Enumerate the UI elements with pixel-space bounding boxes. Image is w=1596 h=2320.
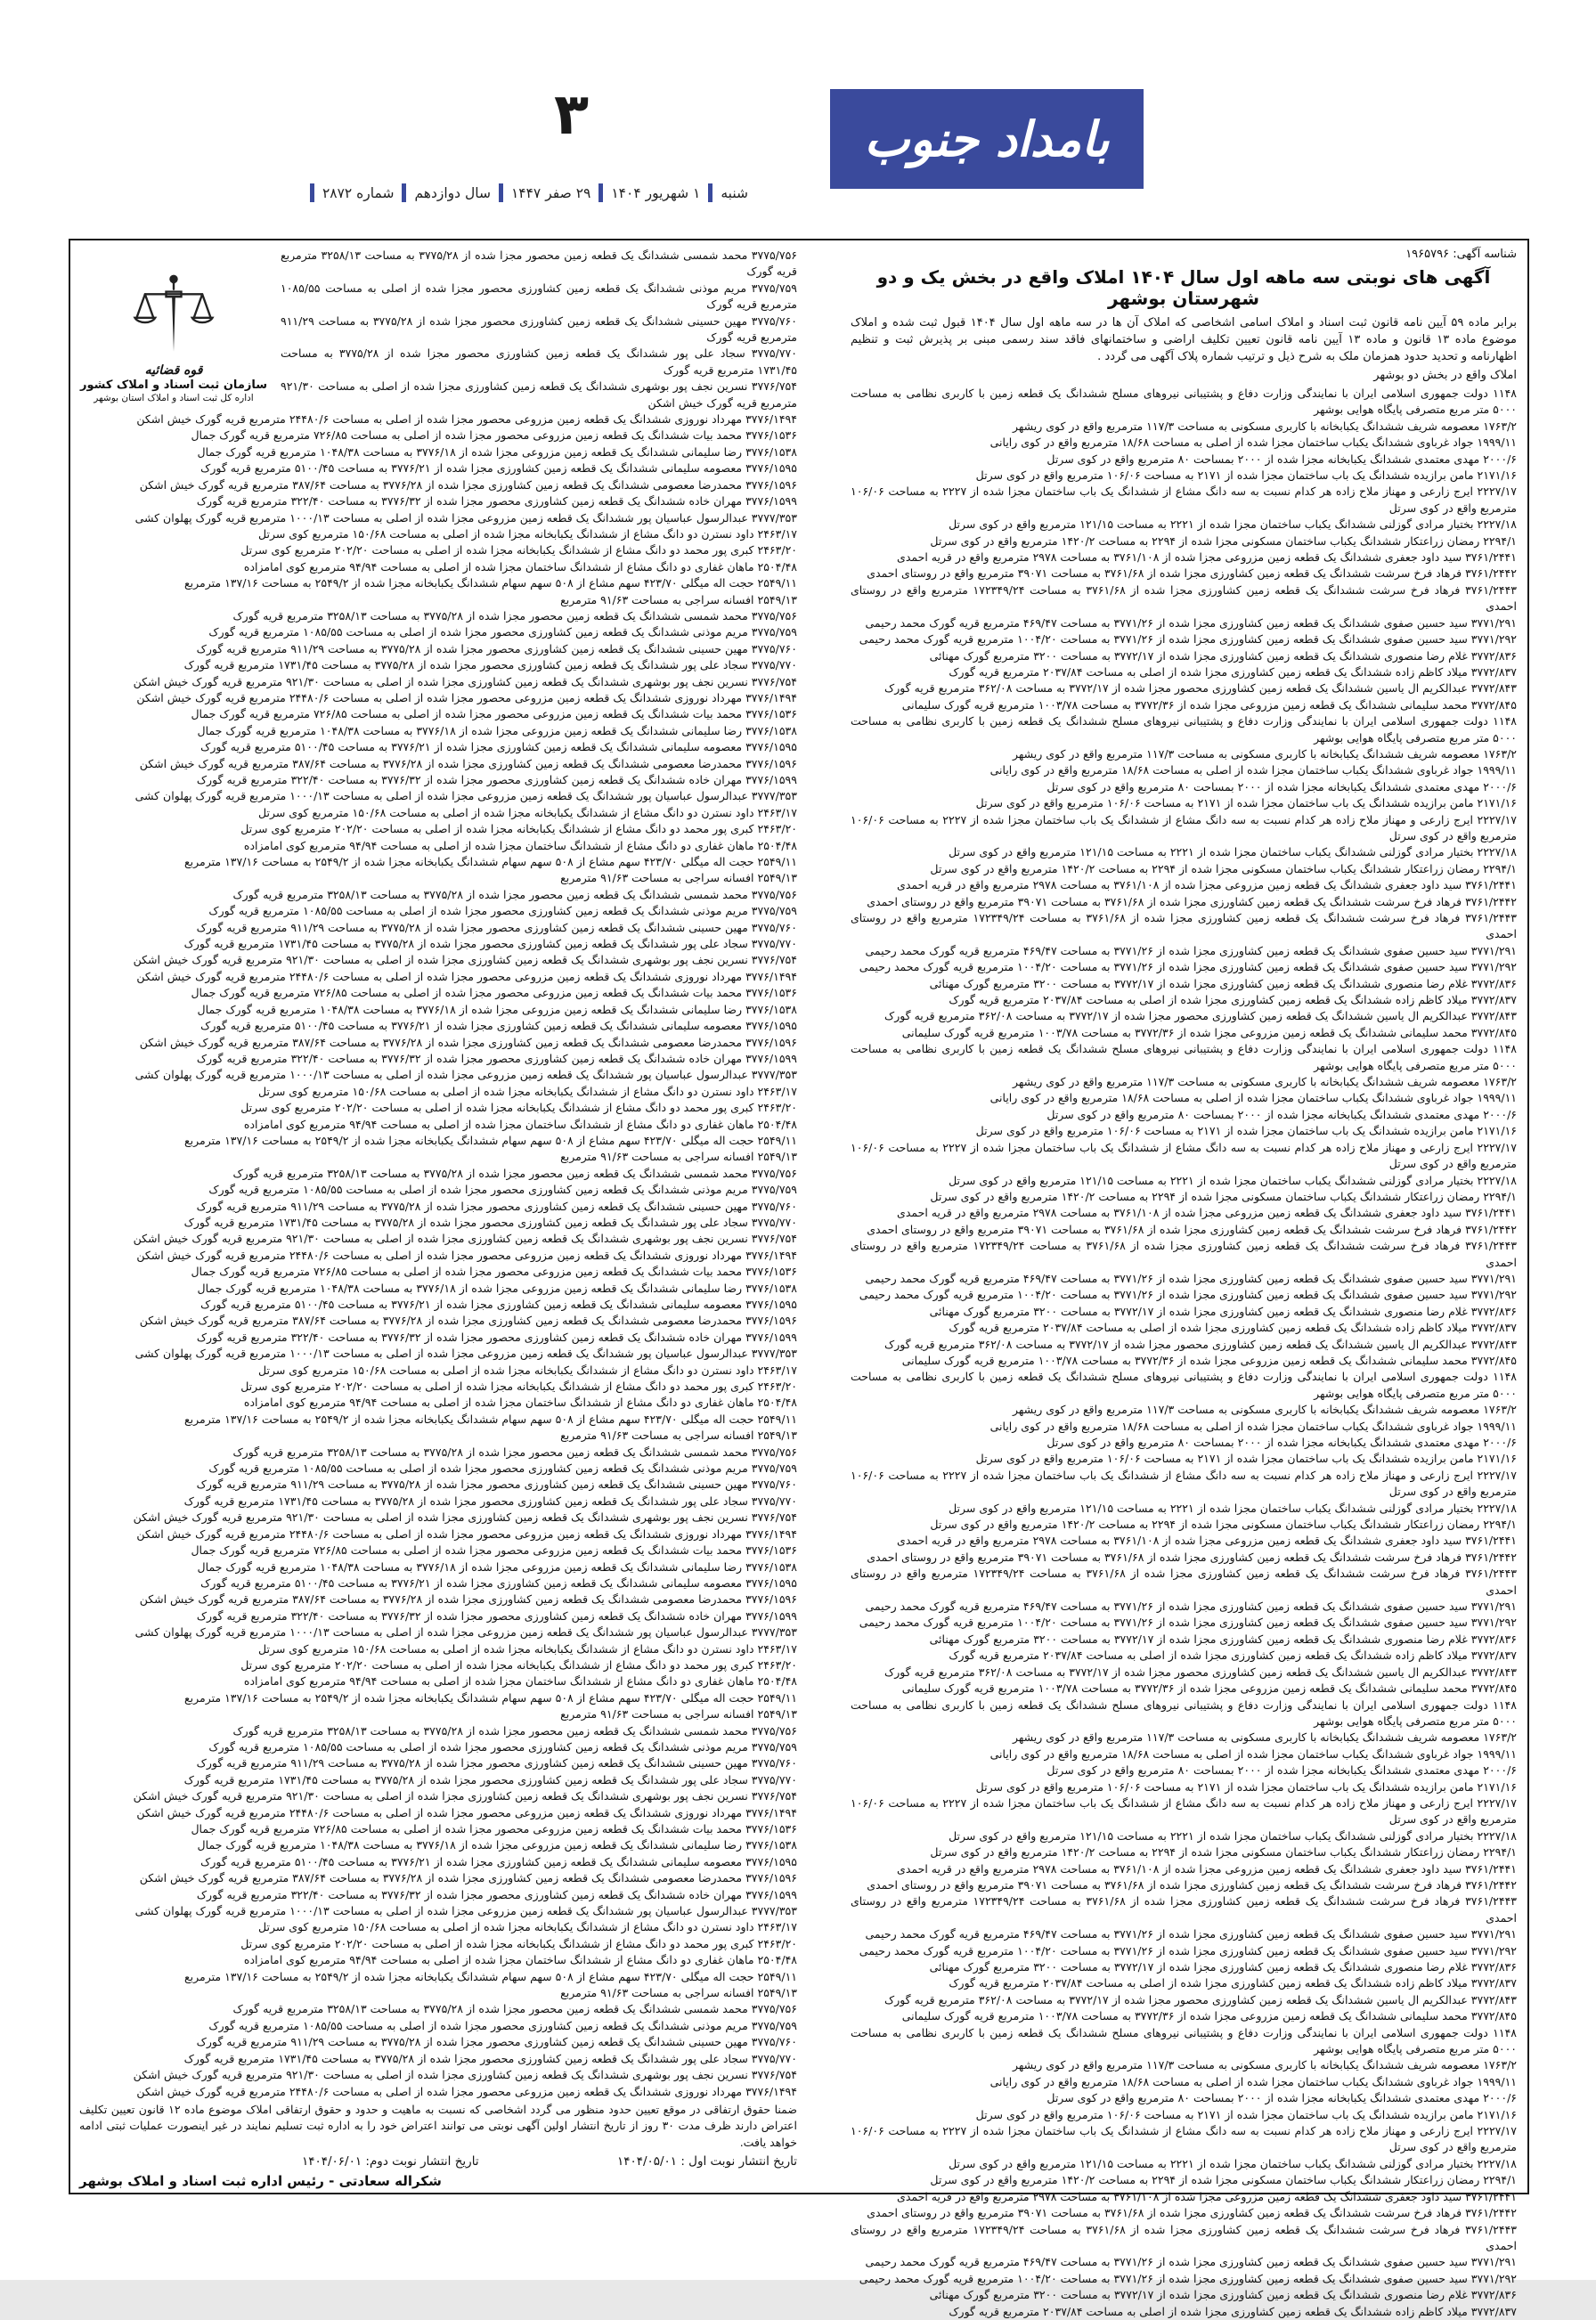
notice-entry: ۳۷۷۵/۷۷۰ سجاد علی پور ششدانگ یک قطعه زمین کشاورزی محصور مجزا شده از ۳۷۷۵/۲۸ به مساحت ۱۷۳۱/۴۵ مترمربع قریه گورک [183, 937, 797, 951]
notice-entry: ۳۷۷۶/۱۵۳۶ محمد بیات ششدانگ یک قطعه زمین مزروعی محصور مجزا شده از اصلی به مساحت ۷۲۶/۸۵ مترمربع قریه گورک جمال [191, 707, 797, 721]
notice-entry: ۳۷۶۱/۲۴۴۱ سید داود جعفری ششدانگ یک قطعه زمین مزروعی مجزا شده از ۳۷۶۱/۱۰۸ به مساحت ۲۹۷۸ مترمربع واقع در قریه احمدی [897, 878, 1517, 892]
notice-entry: ۳۷۷۶/۱۵۹۹ مهران خاده ششدانگ یک قطعه زمین کشاورزی محصور مجزا شده از ۳۷۷۶/۳۲ به مساحت ۳۲۲/۴۰ مترمربع قریه گورک [196, 1051, 797, 1065]
notice-entry: ۳۷۷۶/۱۵۹۹ مهران خاده ششدانگ یک قطعه زمین کشاورزی محصور مجزا شده از ۳۷۷۶/۳۲ به مساحت ۳۲۲/۴۰ مترمربع قریه گورک [196, 1887, 797, 1901]
notice-entry: ۳۷۷۵/۷۵۹ مریم موذنی ششدانگ یک قطعه زمین کشاورزی محصور مجزا شده از اصلی به مساحت ۱۰۸۵/۵۵ مترمربع قریه گورک [208, 625, 797, 639]
publication-year: سال دوازدهم [414, 184, 491, 201]
notice-entry: ۳۷۷۵/۷۵۶ محمد شمسی ششدانگ یک قطعه زمین محصور مجزا شده از ۳۷۷۵/۲۸ به مساحت ۳۲۵۸/۱۳ مترمربع قریه گورک [232, 1166, 797, 1180]
notice-entry: ۳۷۷۶/۱۵۹۶ محمدرضا معصومی ششدانگ یک قطعه زمین کشاورزی مجزا شده از ۳۷۷۶/۲۸ به مساحت ۳۸۷/۶۴ مترمربع قریه گورک خیش اشکن [139, 1314, 797, 1328]
notice-entry: ۲۵۴۹/۱۳ افسانه سراجی به مساحت ۹۱/۶۳ مترمربع [560, 871, 797, 885]
notice-entry: ۲۵۰۴/۴۸ ماهان غفاری دو دانگ مشاع از ششدانگ ساختمان مجزا شده از اصلی به مساحت ۹۴/۹۴ مترمربع کوی امامزاده [243, 1396, 797, 1410]
notice-entry: ۳۷۷۵/۷۷۰ سجاد علی پور ششدانگ یک قطعه زمین کشاورزی محصور مجزا شده از ۳۷۷۵/۲۸ به مساحت ۱۷۳۱/۴۵ مترمربع قریه گورک [183, 1494, 797, 1508]
notice-entry: ۳۷۶۱/۲۴۴۳ فرهاد فرخ سرشت ششدانگ یک قطعه زمین کشاورزی مجزا شده از ۳۷۶۱/۶۸ به مساحت ۱۷۲۳۴۹/۲۴ مترمربع واقع در روستای احمدی [851, 582, 1518, 614]
notice-entry: ۳۷۷۶/۱۴۹۴ مهرداد نوروزی ششدانگ یک قطعه زمین مزروعی محصور مجزا شده از اصلی به مساحت ۲۴۴۸۰/۶ مترمربع قریه گورک خیش اشکن [136, 412, 797, 427]
notice-entry: ۲۲۹۴/۱ رمضان زراعتکار ششدانگ یکباب ساختمان مسکونی مجزا شده از ۲۲۹۴ به مساحت ۱۴۲۰/۲ مترمربع واقع در کوی سرتل [930, 1845, 1517, 1860]
notice-entry: ۳۷۷۵/۷۷۰ سجاد علی پور ششدانگ یک قطعه زمین کشاورزی محصور مجزا شده از ۳۷۷۵/۲۸ به مساحت ۱۷۳۱/۴۵ مترمربع قریه گورک [183, 2051, 797, 2065]
notice-entry: ۳۷۷۵/۷۵۹ مریم موذنی ششدانگ یک قطعه زمین کشاورزی محصور مجزا شده از اصلی به مساحت ۱۰۸۵/۵۵ مترمربع قریه گورک [208, 2018, 797, 2032]
notice-entry: ۱۷۶۳/۲ معصومه شریف ششدانگ یکبابخانه با کاربری مسکونی به مساحت ۱۱۷/۳ مترمربع واقع در کوی ریشهر [1012, 1403, 1517, 1417]
notice-entry: ۳۷۷۱/۲۹۱ سید حسین صفوی ششدانگ یک قطعه زمین کشاورزی مجزا شده از ۳۷۷۱/۲۶ به مساحت ۴۶۹/۴۷ مترمربع قریه گورک محمد رحیمی [865, 2255, 1517, 2269]
notice-entry: ۲۲۹۴/۱ رمضان زراعتکار ششدانگ یکباب ساختمان مسکونی مجزا شده از ۲۲۹۴ به مساحت ۱۴۲۰/۲ مترمربع واقع در کوی سرتل [930, 2173, 1517, 2187]
notice-entry: ۳۷۷۶/۱۴۹۴ مهرداد نوروزی ششدانگ یک قطعه زمین مزروعی محصور مجزا شده از اصلی به مساحت ۲۴۴۸۰/۶ مترمربع قریه گورک خیش اشکن [136, 1248, 797, 1262]
notice-entry: ۳۷۷۵/۷۵۶ محمد شمسی ششدانگ یک قطعه زمین محصور مجزا شده از ۳۷۷۵/۲۸ به مساحت ۳۲۵۸/۱۳ مترمربع قریه گورک [232, 1723, 797, 1738]
notice-entry: ۱۱۴۸ دولت جمهوری اسلامی ایران با نمایندگی وزارت دفاع و پشتیبانی نیروهای مسلح ششدانگ یک قطعه زمین با کاربری نظامی به مساحت ۵۰۰۰ متر مربع متصرفی پایگاه هوایی بوشهر [851, 1697, 1517, 1728]
notice-entry: ۲۱۷۱/۱۶ مامن برازیده ششدانگ یک باب ساختمان مجزا شده از ۲۱۷۱ به مساحت ۱۰۶/۰۶ مترمربع واقع در کوی سرتل [975, 796, 1517, 810]
notice-entry: ۳۷۷۲/۸۴۵ محمد سلیمانی ششدانگ یک قطعه زمین مزروعی مجزا شده از ۳۷۷۲/۳۶ به مساحت ۱۰۰۳/۷۸ مترمربع قریه گورک سلیمانی [901, 697, 1517, 712]
registrar-signature: شکراله سعادتی - رئیس اداره ثبت اسناد و املاک بوشهر [79, 2173, 442, 2190]
notice-entry: ۳۷۷۶/۱۴۹۴ مهرداد نوروزی ششدانگ یک قطعه زمین مزروعی محصور مجزا شده از اصلی به مساحت ۲۴۴۸۰/۶ مترمربع قریه گورک خیش اشکن [136, 1526, 797, 1541]
closing-paragraph: ضمنا حقوق ارتفاقی در موقع تعیین حدود منظور می گردد اشخاصی که نسبت به ماهیت و حدود و حقوق ارتفاقی املاک موضوع ماده ۱۲ قانون تعیین تکلیف اعتراض دارند ظرف مدت ۳۰ روز از تاریخ انتشار اولین آگهی نوبتی می توانند اعتراض خود را به اداره ثبت تسلیم نمایند در غیر اینصورت عملیات ثبتی ادامه خواهد یافت. [79, 2102, 798, 2149]
notice-entry: ۱۱۴۸ دولت جمهوری اسلامی ایران با نمایندگی وزارت دفاع و پشتیبانی نیروهای مسلح ششدانگ یک قطعه زمین با کاربری نظامی به مساحت ۵۰۰۰ متر مربع متصرفی پایگاه هوایی بوشهر [851, 2025, 1517, 2056]
notice-entry: ۳۷۷۲/۸۳۷ میلاد کاظم زاده ششدانگ یک قطعه زمین کشاورزی مجزا شده از اصلی به مساحت ۲۰۳۷/۸۴ مترمربع قریه گورک [949, 664, 1517, 679]
notice-entry: ۲۵۰۴/۴۸ ماهان غفاری دو دانگ مشاع از ششدانگ ساختمان مجزا شده از اصلی به مساحت ۹۴/۹۴ مترمربع کوی امامزاده [243, 1674, 797, 1689]
notice-entry: ۲۴۶۳/۲۰ کبری پور محمد دو دانگ مشاع از ششدانگ یکبابخانه مجزا شده از اصلی به مساحت ۲۰۲/۲۰ مترمربع کوی سرتل [240, 822, 797, 836]
notice-entry: ۱۹۹۹/۱۱ جواد غرباوی ششدانگ یکباب ساختمان مجزا شده از اصلی به مساحت ۱۸/۶۸ مترمربع واقع در کوی رایانی [989, 436, 1517, 450]
notice-entry: ۳۷۷۶/۱۵۹۹ مهران خاده ششدانگ یک قطعه زمین کشاورزی محصور مجزا شده از ۳۷۷۶/۳۲ به مساحت ۳۲۲/۴۰ مترمربع قریه گورک [196, 494, 797, 509]
notice-entry: ۳۷۶۱/۲۴۴۲ فرهاد فرخ سرشت ششدانگ یک قطعه زمین کشاورزی مجزا شده از ۳۷۶۱/۶۸ به مساحت ۳۹۰۷۱ مترمربع واقع در روستای احمدی [867, 2206, 1517, 2220]
notice-entry: ۱۷۶۳/۲ معصومه شریف ششدانگ یکبابخانه با کاربری مسکونی به مساحت ۱۱۷/۳ مترمربع واقع در کوی ریشهر [1012, 746, 1517, 761]
notice-entry: ۱۱۴۸ دولت جمهوری اسلامی ایران با نمایندگی وزارت دفاع و پشتیبانی نیروهای مسلح ششدانگ یک قطعه زمین با کاربری نظامی به مساحت ۵۰۰۰ متر مربع متصرفی پایگاه هوایی بوشهر [851, 714, 1517, 745]
notice-entry: ۲۴۶۳/۲۰ کبری پور محمد دو دانگ مشاع از ششدانگ یکبابخانه مجزا شده از اصلی به مساحت ۲۰۲/۲۰ مترمربع کوی سرتل [240, 1657, 797, 1672]
notice-entry: ۲۵۰۴/۴۸ ماهان غفاری دو دانگ مشاع از ششدانگ ساختمان مجزا شده از اصلی به مساحت ۹۴/۹۴ مترمربع کوی امامزاده [243, 838, 797, 852]
emblem-office-name: اداره کل ثبت اسناد و املاک استان بوشهر [94, 393, 254, 403]
notice-entry: ۳۷۶۱/۲۴۴۱ سید داود جعفری ششدانگ یک قطعه زمین مزروعی مجزا شده از ۳۷۶۱/۱۰۸ به مساحت ۲۹۷۸ مترمربع واقع در قریه احمدی [897, 550, 1517, 565]
notice-entry: ۲۵۴۹/۱۱ حجت اله میگلی ۴۲۳/۷۰ سهم مشاع از ۵۰۸ سهم سهام ششدانگ یکبابخانه مجزا شده از ۲۵۴۹/۲ به مساحت ۱۳۷/۱۶ مترمربع [184, 576, 797, 590]
notice-entry: ۳۷۷۲/۸۳۶ غلام رضا منصوری ششدانگ یک قطعه زمین کشاورزی مجزا شده از ۳۷۷۲/۱۷ به مساحت ۳۲۰۰ مترمربع گورک مهنائی [929, 976, 1517, 990]
notice-entry: ۳۷۷۶/۱۵۹۵ معصومه سلیمانی ششدانگ یک قطعه زمین کشاورزی مجزا شده از ۳۷۷۶/۲۱ به مساحت ۵۱۰۰/۴۵ مترمربع قریه گورک [200, 1575, 797, 1590]
notice-entry: ۳۷۷۶/۱۴۹۴ مهرداد نوروزی ششدانگ یک قطعه زمین مزروعی محصور مجزا شده از اصلی به مساحت ۲۴۴۸۰/۶ مترمربع قریه گورک خیش اشکن [136, 1805, 797, 1819]
notice-entry: ۲۴۶۳/۲۰ کبری پور محمد دو دانگ مشاع از ششدانگ یکبابخانه مجزا شده از اصلی به مساحت ۲۰۲/۲۰ مترمربع کوی سرتل [240, 1380, 797, 1394]
notice-entry: ۳۷۷۵/۷۵۶ محمد شمسی ششدانگ یک قطعه زمین محصور مجزا شده از ۳۷۷۵/۲۸ به مساحت ۳۲۵۸/۱۳ مترمربع قریه گورک [232, 1445, 797, 1459]
notice-entry: ۲۰۰۰/۶ مهدی معتمدی ششدانگ یکبابخانه مجزا شده از ۲۰۰۰ بمساحت ۸۰ مترمربع واقع در کوی سرتل [1046, 1763, 1517, 1778]
notice-entry: ۲۲۹۴/۱ رمضان زراعتکار ششدانگ یکباب ساختمان مسکونی مجزا شده از ۲۲۹۴ به مساحت ۱۴۲۰/۲ مترمربع واقع در کوی سرتل [930, 1189, 1517, 1203]
notice-entry: ۲۱۷۱/۱۶ مامن برازیده ششدانگ یک باب ساختمان مجزا شده از ۲۱۷۱ به مساحت ۱۰۶/۰۶ مترمربع واقع در کوی سرتل [975, 468, 1517, 483]
notice-entry: ۳۷۷۶/۱۵۹۹ مهران خاده ششدانگ یک قطعه زمین کشاورزی محصور مجزا شده از ۳۷۷۶/۳۲ به مساحت ۳۲۲/۴۰ مترمربع قریه گورک [196, 773, 797, 786]
notice-entry: ۳۷۷۲/۸۳۷ میلاد کاظم زاده ششدانگ یک قطعه زمین کشاورزی مجزا شده از اصلی به مساحت ۲۰۳۷/۸۴ مترمربع قریه گورک [949, 1976, 1517, 1990]
notice-entry: ۳۷۷۶/۱۵۳۶ محمد بیات ششدانگ یک قطعه زمین مزروعی محصور مجزا شده از اصلی به مساحت ۷۲۶/۸۵ مترمربع قریه گورک جمال [191, 1822, 797, 1836]
first-publication-date: تاریخ انتشار نوبت اول : ۱۴۰۴/۰۵/۰۱ [616, 2154, 797, 2169]
notice-entry: ۳۷۷۱/۲۹۲ سید حسین صفوی ششدانگ یک قطعه زمین کشاورزی مجزا شده از ۳۷۷۱/۲۶ به مساحت ۱۰۰۴/۲۰ مترمربع قریه گورک محمد رحیمی [859, 960, 1517, 974]
notice-entry: ۳۷۷۵/۷۵۶ محمد شمسی ششدانگ یک قطعه زمین محصور مجزا شده از ۳۷۷۵/۲۸ به مساحت ۳۲۵۸/۱۳ مترمربع قریه گورک [281, 248, 798, 279]
scales-of-justice-icon [131, 269, 216, 362]
notice-entry: ۲۵۰۴/۴۸ ماهان غفاری دو دانگ مشاع از ششدانگ ساختمان مجزا شده از اصلی به مساحت ۹۴/۹۴ مترمربع کوی امامزاده [243, 1953, 797, 1967]
notice-entry: ۱۷۶۳/۲ معصومه شریف ششدانگ یکبابخانه با کاربری مسکونی به مساحت ۱۱۷/۳ مترمربع واقع در کوی ریشهر [1012, 419, 1517, 433]
lunar-date: ۲۹ صفر ۱۴۴۷ [510, 184, 591, 201]
notice-entry: ۳۷۷۲/۸۴۵ محمد سلیمانی ششدانگ یک قطعه زمین مزروعی مجزا شده از ۳۷۷۲/۳۶ به مساحت ۱۰۰۳/۷۸ مترمربع قریه گورک سلیمانی [901, 1353, 1517, 1367]
notice-entry: ۳۷۷۶/۷۵۴ نسرین نجف پور بوشهری ششدانگ یک قطعه زمین کشاورزی مجزا شده از اصلی به مساحت ۹۲۱/۳۰ مترمربع قریه گورک خیش اشکن [133, 2068, 797, 2082]
notice-entry: ۳۷۷۷/۳۵۳ عبدالرسول عباسیان پور ششدانگ یک قطعه زمین مزروعی مجزا شده از اصلی به مساحت ۱۰۰۰/۱۳ مترمربع قریه گورک پهلوان کشی [134, 1625, 797, 1640]
notice-entry: ۳۷۷۲/۸۳۶ غلام رضا منصوری ششدانگ یک قطعه زمین کشاورزی مجزا شده از ۳۷۷۲/۱۷ به مساحت ۳۲۰۰ مترمربع گورک مهنائی [929, 1632, 1517, 1646]
notice-entry: ۳۷۷۶/۱۴۹۴ مهرداد نوروزی ششدانگ یک قطعه زمین مزروعی محصور مجزا شده از اصلی به مساحت ۲۴۴۸۰/۶ مترمربع قریه گورک خیش اشکن [136, 2084, 797, 2098]
notice-entry: ۳۷۷۵/۷۶۰ مهین حسینی ششدانگ یک قطعه زمین کشاورزی محصور مجزا شده از ۳۷۷۵/۲۸ به مساحت ۹۱۱/۲۹ مترمربع قریه گورک [196, 1477, 797, 1492]
notice-entry: ۳۷۶۱/۲۴۴۳ فرهاد فرخ سرشت ششدانگ یک قطعه زمین کشاورزی مجزا شده از ۳۷۶۱/۶۸ به مساحت ۱۷۲۳۴۹/۲۴ مترمربع واقع در روستای احمدی [851, 1567, 1518, 1597]
notice-entry: ۳۷۷۲/۸۴۵ محمد سلیمانی ششدانگ یک قطعه زمین مزروعی مجزا شده از ۳۷۷۲/۳۶ به مساحت ۱۰۰۳/۷۸ مترمربع قریه گورک سلیمانی [901, 2009, 1517, 2023]
notice-entry: ۲۱۷۱/۱۶ مامن برازیده ششدانگ یک باب ساختمان مجزا شده از ۲۱۷۱ به مساحت ۱۰۶/۰۶ مترمربع واقع در کوی سرتل [975, 1124, 1517, 1138]
notice-entry: ۳۷۷۶/۷۵۴ نسرین نجف پور بوشهری ششدانگ یک قطعه زمین کشاورزی مجزا شده از اصلی به مساحت ۹۲۱/۳۰ مترمربع قریه گورک خیش اشکن [133, 1510, 797, 1525]
second-publication-date: تاریخ انتشار نوبت دوم: ۱۴۰۴/۰۶/۰۱ [302, 2154, 479, 2169]
notice-entry: ۳۷۷۶/۱۵۹۶ محمدرضا معصومی ششدانگ یک قطعه زمین کشاورزی مجزا شده از ۳۷۷۶/۲۸ به مساحت ۳۸۷/۶۴ مترمربع قریه گورک خیش اشکن [139, 756, 797, 770]
notice-entry: ۳۷۷۲/۸۳۶ غلام رضا منصوری ششدانگ یک قطعه زمین کشاورزی مجزا شده از ۳۷۷۲/۱۷ به مساحت ۳۲۰۰ مترمربع گورک مهنائی [929, 648, 1517, 663]
notice-entry: ۳۷۶۱/۲۴۴۳ فرهاد فرخ سرشت ششدانگ یک قطعه زمین کشاورزی مجزا شده از ۳۷۶۱/۶۸ به مساحت ۱۷۲۳۴۹/۲۴ مترمربع واقع در روستای احمدی [851, 1239, 1518, 1269]
notice-entry: ۳۷۷۶/۷۵۴ نسرین نجف پور بوشهری ششدانگ یک قطعه زمین کشاورزی مجزا شده از اصلی به مساحت ۹۲۱/۳۰ مترمربع قریه گورک خیش اشکن [133, 953, 797, 967]
notice-entry: ۱۱۴۸ دولت جمهوری اسلامی ایران با نمایندگی وزارت دفاع و پشتیبانی نیروهای مسلح ششدانگ یک قطعه زمین با کاربری نظامی به مساحت ۵۰۰۰ متر مربع متصرفی پایگاه هوایی بوشهر [851, 1370, 1517, 1400]
notice-entry: ۳۷۶۱/۲۴۴۲ فرهاد فرخ سرشت ششدانگ یک قطعه زمین کشاورزی مجزا شده از ۳۷۶۱/۶۸ به مساحت ۳۹۰۷۱ مترمربع واقع در روستای احمدی [867, 894, 1517, 908]
notice-entry: ۳۷۷۲/۸۳۷ میلاد کاظم زاده ششدانگ یک قطعه زمین کشاورزی مجزا شده از اصلی به مساحت ۲۰۳۷/۸۴ مترمربع قریه گورک [949, 2304, 1517, 2318]
notice-entry: ۳۷۷۲/۸۳۷ میلاد کاظم زاده ششدانگ یک قطعه زمین کشاورزی مجزا شده از اصلی به مساحت ۲۰۳۷/۸۴ مترمربع قریه گورک [949, 1321, 1517, 1335]
notice-entry: ۳۷۷۵/۷۵۹ مریم موذنی ششدانگ یک قطعه زمین کشاورزی محصور مجزا شده از اصلی به مساحت ۱۰۸۵/۵۵ مترمربع قریه گورک [208, 904, 797, 918]
notice-entry: ۳۷۷۵/۷۷۰ سجاد علی پور ششدانگ یک قطعه زمین کشاورزی محصور مجزا شده از ۳۷۷۵/۲۸ به مساحت ۱۷۳۱/۴۵ مترمربع قریه گورک [183, 1215, 797, 1229]
notice-entry: ۳۷۷۶/۷۵۴ نسرین نجف پور بوشهری ششدانگ یک قطعه زمین کشاورزی مجزا شده از اصلی به مساحت ۹۲۱/۳۰ مترمربع قریه گورک خیش اشکن [133, 1789, 797, 1803]
notice-entry: ۳۷۶۱/۲۴۴۳ فرهاد فرخ سرشت ششدانگ یک قطعه زمین کشاورزی مجزا شده از ۳۷۶۱/۶۸ به مساحت ۱۷۲۳۴۹/۲۴ مترمربع واقع در روستای احمدی [851, 911, 1518, 941]
notice-entry: ۳۷۷۶/۱۵۹۹ مهران خاده ششدانگ یک قطعه زمین کشاورزی محصور مجزا شده از ۳۷۷۶/۳۲ به مساحت ۳۲۲/۴۰ مترمربع قریه گورک [196, 1330, 797, 1344]
notice-entry: ۲۵۴۹/۱۱ حجت اله میگلی ۴۲۳/۷۰ سهم مشاع از ۵۰۸ سهم سهام ششدانگ یکبابخانه مجزا شده از ۲۵۴۹/۲ به مساحت ۱۳۷/۱۶ مترمربع [184, 1412, 797, 1426]
notice-entry: ۳۷۷۲/۸۴۵ محمد سلیمانی ششدانگ یک قطعه زمین مزروعی مجزا شده از ۳۷۷۲/۳۶ به مساحت ۱۰۰۳/۷۸ مترمربع قریه گورک سلیمانی [901, 1681, 1517, 1696]
notice-entry: ۲۵۴۹/۱۳ افسانه سراجی به مساحت ۹۱/۶۳ مترمربع [560, 592, 797, 606]
notice-entry: ۱۹۹۹/۱۱ جواد غرباوی ششدانگ یکباب ساختمان مجزا شده از اصلی به مساحت ۱۸/۶۸ مترمربع واقع در کوی رایانی [989, 1746, 1517, 1761]
notice-entry: ۳۷۷۷/۳۵۳ عبدالرسول عباسیان پور ششدانگ یک قطعه زمین مزروعی مجزا شده از اصلی به مساحت ۱۰۰۰/۱۳ مترمربع قریه گورک پهلوان کشی [134, 1068, 797, 1082]
notice-entry: ۲۰۰۰/۶ مهدی معتمدی ششدانگ یکبابخانه مجزا شده از ۲۰۰۰ بمساحت ۸۰ مترمربع واقع در کوی سرتل [1046, 1436, 1517, 1449]
notice-entry: ۲۲۲۷/۱۷ ایرج زارعی و مهناز ملاح زاده هر کدام نسبت به سه دانگ مشاع از ششدانگ یک باب ساختمان مجزا شده از ۲۲۲۷ به مساحت ۱۰۶/۰۶ مترمربع واقع در کوی سرتل [851, 2124, 1518, 2154]
notice-entry: ۳۷۷۶/۱۵۳۸ رضا سلیمانی ششدانگ یک قطعه زمین مزروعی مجزا شده از ۳۷۷۶/۱۸ به مساحت ۱۰۴۸/۳۸ مترمربع قریه گورک جمال [197, 1559, 797, 1574]
notice-intro: برابر ماده ۵۹ آیین نامه قانون ثبت اسناد و املاک اسامی اشخاصی که املاک آن ها در سه ماهه اول سال ۱۴۰۴ قبول ثبت شده و املاک موضوع ماده ۱۳ قانون و ماده ۱۳ آیین نامه قانون تعیین تکلیف اراضی و ساختمانهای فاقد سند رسمی مبنی بر پذیرش ثبت و تنظیم اظهارنامه و تحدید حدود همزمان ملک به شرح ذیل و ترتیب شماره پلاک آگهی می گردد . [851, 316, 1518, 363]
newspaper-masthead [830, 89, 1144, 189]
notice-entry: ۳۷۷۲/۸۴۳ عبدالکریم ال یاسین ششدانگ یک قطعه زمین کشاورزی محصور مجزا شده از ۳۷۷۲/۱۷ به مساحت ۳۶۲/۰۸ مترمربع قریه گورک [884, 681, 1517, 696]
notice-entry: ۲۴۶۳/۱۷ داود نسترن دو دانگ مشاع از ششدانگ یکبابخانه مجزا شده از اصلی به مساحت ۱۵۰/۶۸ مترمربع کوی سرتل [258, 1641, 797, 1656]
notice-entry: ۳۷۷۵/۷۷۰ سجاد علی پور ششدانگ یک قطعه زمین کشاورزی محصور مجزا شده از ۳۷۷۵/۲۸ به مساحت ۱۷۳۱/۴۵ مترمربع قریه گورک [183, 1772, 797, 1787]
notice-entry: ۳۷۶۱/۲۴۴۲ فرهاد فرخ سرشت ششدانگ یک قطعه زمین کشاورزی مجزا شده از ۳۷۶۱/۶۸ به مساحت ۳۹۰۷۱ مترمربع واقع در روستای احمدی [867, 1550, 1517, 1564]
notice-entry: ۳۷۷۶/۷۵۴ نسرین نجف پور بوشهری ششدانگ یک قطعه زمین کشاورزی مجزا شده از اصلی به مساحت ۹۲۱/۳۰ مترمربع قریه گورک خیش اشکن [133, 1232, 797, 1246]
notice-entry: ۲۲۲۷/۱۸ بختیار مرادی گوزلنی ششدانگ یکباب ساختمان مجزا شده از ۲۲۲۱ به مساحت ۱۲۱/۱۵ مترمربع واقع در کوی سرتل [949, 2156, 1517, 2170]
notice-entry: ۱۱۴۸ دولت جمهوری اسلامی ایران با نمایندگی وزارت دفاع و پشتیبانی نیروهای مسلح ششدانگ یک قطعه زمین با کاربری نظامی به مساحت ۵۰۰۰ متر مربع متصرفی پایگاه هوایی بوشهر [851, 387, 1517, 417]
notice-entry: ۳۷۷۱/۲۹۲ سید حسین صفوی ششدانگ یک قطعه زمین کشاورزی مجزا شده از ۳۷۷۱/۲۶ به مساحت ۱۰۰۴/۲۰ مترمربع قریه گورک محمد رحیمی [859, 1943, 1517, 1958]
notice-entry: ۲۴۶۳/۱۷ داود نسترن دو دانگ مشاع از ششدانگ یکبابخانه مجزا شده از اصلی به مساحت ۱۵۰/۶۸ مترمربع کوی سرتل [258, 1920, 797, 1934]
notice-entry: ۲۲۹۴/۱ رمضان زراعتکار ششدانگ یکباب ساختمان مسکونی مجزا شده از ۲۲۹۴ به مساحت ۱۴۲۰/۲ مترمربع واقع در کوی سرتل [930, 1518, 1517, 1532]
notice-entry: ۳۷۷۶/۱۵۹۵ معصومه سلیمانی ششدانگ یک قطعه زمین کشاورزی مجزا شده از ۳۷۷۶/۲۱ به مساحت ۵۱۰۰/۴۵ مترمربع قریه گورک [200, 1019, 797, 1033]
notice-entry: ۲۲۹۴/۱ رمضان زراعتکار ششدانگ یکباب ساختمان مسکونی مجزا شده از ۲۲۹۴ به مساحت ۱۴۲۰/۲ مترمربع واقع در کوی سرتل [930, 861, 1517, 875]
notice-entry: ۳۷۷۵/۷۵۹ مریم موذنی ششدانگ یک قطعه زمین کشاورزی محصور مجزا شده از اصلی به مساحت ۱۰۸۵/۵۵ مترمربع قریه گورک [208, 1183, 797, 1197]
notice-entry: ۱۹۹۹/۱۱ جواد غرباوی ششدانگ یکباب ساختمان مجزا شده از اصلی به مساحت ۱۸/۶۸ مترمربع واقع در کوی رایانی [989, 1419, 1517, 1433]
publication-dates [79, 2154, 797, 2169]
notice-entry: ۳۷۷۷/۳۵۳ عبدالرسول عباسیان پور ششدانگ یک قطعه زمین مزروعی مجزا شده از اصلی به مساحت ۱۰۰۰/۱۳ مترمربع قریه گورک پهلوان کشی [134, 1904, 797, 1918]
notice-entry: ۳۷۷۵/۷۵۹ مریم موذنی ششدانگ یک قطعه زمین کشاورزی محصور مجزا شده از اصلی به مساحت ۱۰۸۵/۵۵ مترمربع قریه گورک [208, 1461, 797, 1476]
notice-entry: ۳۷۷۵/۷۶۰ مهین حسینی ششدانگ یک قطعه زمین کشاورزی محصور مجزا شده از ۳۷۷۵/۲۸ به مساحت ۹۱۱/۲۹ مترمربع قریه گورک [196, 1199, 797, 1213]
notice-title: آگهی های نوبتی سه ماهه اول سال ۱۴۰۴ املاک واقع در بخش یک و دو شهرستان بوشهر [876, 266, 1491, 309]
notice-entry: ۲۰۰۰/۶ مهدی معتمدی ششدانگ یکبابخانه مجزا شده از ۲۰۰۰ بمساحت ۸۰ مترمربع واقع در کوی سرتل [1046, 452, 1517, 466]
separator-bar [310, 183, 314, 202]
notice-entry: ۲۴۶۳/۱۷ داود نسترن دو دانگ مشاع از ششدانگ یکبابخانه مجزا شده از اصلی به مساحت ۱۵۰/۶۸ مترمربع کوی سرتل [258, 805, 797, 819]
notice-entry: ۳۷۷۵/۷۷۰ سجاد علی پور ششدانگ یک قطعه زمین کشاورزی محصور مجزا شده از ۳۷۷۵/۲۸ به مساحت ۱۷۳۱/۴۵ مترمربع قریه گورک [183, 658, 797, 672]
notice-entry: ۳۷۷۶/۱۵۹۶ محمدرضا معصومی ششدانگ یک قطعه زمین کشاورزی مجزا شده از ۳۷۷۶/۲۸ به مساحت ۳۸۷/۶۴ مترمربع قریه گورک خیش اشکن [139, 477, 797, 492]
notice-entry: ۲۱۷۱/۱۶ مامن برازیده ششدانگ یک باب ساختمان مجزا شده از ۲۱۷۱ به مساحت ۱۰۶/۰۶ مترمربع واقع در کوی سرتل [975, 1452, 1517, 1466]
notice-entry: ۲۰۰۰/۶ مهدی معتمدی ششدانگ یکبابخانه مجزا شده از ۲۰۰۰ بمساحت ۸۰ مترمربع واقع در کوی سرتل [1046, 1107, 1517, 1121]
section-label: املاک واقع در بخش دو بوشهر [1373, 369, 1517, 382]
notice-entry: ۳۷۷۶/۱۵۹۵ معصومه سلیمانی ششدانگ یک قطعه زمین کشاورزی مجزا شده از ۳۷۷۶/۲۱ به مساحت ۵۱۰۰/۴۵ مترمربع قریه گورک [200, 1854, 797, 1868]
notice-entry: ۳۷۷۲/۸۳۷ میلاد کاظم زاده ششدانگ یک قطعه زمین کشاورزی مجزا شده از اصلی به مساحت ۲۰۳۷/۸۴ مترمربع قریه گورک [949, 1648, 1517, 1663]
notice-entry: ۲۲۲۷/۱۸ بختیار مرادی گوزلنی ششدانگ یکباب ساختمان مجزا شده از ۲۲۲۱ به مساحت ۱۲۱/۱۵ مترمربع واقع در کوی سرتل [949, 1173, 1517, 1187]
notice-entry: ۳۷۷۶/۱۵۳۸ رضا سلیمانی ششدانگ یک قطعه زمین مزروعی مجزا شده از ۳۷۷۶/۱۸ به مساحت ۱۰۴۸/۳۸ مترمربع قریه گورک جمال [197, 723, 797, 737]
solar-date: ۱ شهریور ۱۴۰۴ [611, 184, 701, 201]
notice-entry: ۲۲۲۷/۱۷ ایرج زارعی و مهناز ملاح زاده هر کدام نسبت به سه دانگ مشاع از ششدانگ یک باب ساختمان مجزا شده از ۲۲۲۷ به مساحت ۱۰۶/۰۶ مترمربع واقع در کوی سرتل [851, 1140, 1518, 1171]
notice-entry: ۳۷۷۱/۲۹۲ سید حسین صفوی ششدانگ یک قطعه زمین کشاورزی مجزا شده از ۳۷۷۱/۲۶ به مساحت ۱۰۰۴/۲۰ مترمربع قریه گورک محمد رحیمی [859, 2271, 1517, 2285]
notice-entry: ۳۷۷۶/۱۵۹۶ محمدرضا معصومی ششدانگ یک قطعه زمین کشاورزی مجزا شده از ۳۷۷۶/۲۸ به مساحت ۳۸۷/۶۴ مترمربع قریه گورک خیش اشکن [139, 1871, 797, 1885]
notice-entry: ۲۱۷۱/۱۶ مامن برازیده ششدانگ یک باب ساختمان مجزا شده از ۲۱۷۱ به مساحت ۱۰۶/۰۶ مترمربع واقع در کوی سرتل [975, 2107, 1517, 2121]
column-left [79, 248, 798, 2190]
notice-entry: ۳۷۷۶/۱۵۳۶ محمد بیات ششدانگ یک قطعه زمین مزروعی محصور مجزا شده از اصلی به مساحت ۷۲۶/۸۵ مترمربع قریه گورک جمال [191, 428, 797, 443]
page-number: ۳ [554, 82, 590, 148]
notice-entry: ۳۷۷۵/۷۵۶ محمد شمسی ششدانگ یک قطعه زمین محصور مجزا شده از ۳۷۷۵/۲۸ به مساحت ۳۲۵۸/۱۳ مترمربع قریه گورک [232, 608, 797, 623]
notice-entry: ۲۵۴۹/۱۱ حجت اله میگلی ۴۲۳/۷۰ سهم مشاع از ۵۰۸ سهم سهام ششدانگ یکبابخانه مجزا شده از ۲۵۴۹/۲ به مساحت ۱۳۷/۱۶ مترمربع [184, 1690, 797, 1705]
notice-entry: ۳۷۷۶/۱۵۹۶ محمدرضا معصومی ششدانگ یک قطعه زمین کشاورزی مجزا شده از ۳۷۷۶/۲۸ به مساحت ۳۸۷/۶۴ مترمربع قریه گورک خیش اشکن [139, 1592, 797, 1607]
notice-entry: ۳۷۷۶/۱۵۹۵ معصومه سلیمانی ششدانگ یک قطعه زمین کشاورزی مجزا شده از ۳۷۷۶/۲۱ به مساحت ۵۱۰۰/۴۵ مترمربع قریه گورک [200, 461, 797, 476]
notice-entry: ۲۴۶۳/۲۰ کبری پور محمد دو دانگ مشاع از ششدانگ یکبابخانه مجزا شده از اصلی به مساحت ۲۰۲/۲۰ مترمربع کوی سرتل [240, 1936, 797, 1950]
separator-bar [708, 183, 712, 202]
notice-entry: ۳۷۷۶/۱۵۳۶ محمد بیات ششدانگ یک قطعه زمین مزروعی محصور مجزا شده از اصلی به مساحت ۷۲۶/۸۵ مترمربع قریه گورک جمال [191, 1265, 797, 1279]
notice-entry: ۳۷۶۱/۲۴۴۲ فرهاد فرخ سرشت ششدانگ یک قطعه زمین کشاورزی مجزا شده از ۳۷۶۱/۶۸ به مساحت ۳۹۰۷۱ مترمربع واقع در روستای احمدی [867, 566, 1517, 581]
notice-entry: ۳۷۷۵/۷۵۹ مریم موذنی ششدانگ یک قطعه زمین کشاورزی محصور مجزا شده از اصلی به مساحت ۱۰۸۵/۵۵ مترمربع قریه گورک [281, 281, 797, 312]
separator-bar [499, 183, 503, 202]
entries-left [79, 248, 797, 2100]
notice-entry: ۳۷۷۶/۱۵۳۸ رضا سلیمانی ششدانگ یک قطعه زمین مزروعی مجزا شده از ۳۷۷۶/۱۸ به مساحت ۱۰۴۸/۳۸ مترمربع قریه گورک جمال [197, 1002, 797, 1016]
notice-entry: ۱۹۹۹/۱۱ جواد غرباوی ششدانگ یکباب ساختمان مجزا شده از اصلی به مساحت ۱۸/۶۸ مترمربع واقع در کوی رایانی [989, 763, 1517, 777]
notice-entry: ۳۷۷۲/۸۳۷ میلاد کاظم زاده ششدانگ یک قطعه زمین کشاورزی مجزا شده از اصلی به مساحت ۲۰۳۷/۸۴ مترمربع قریه گورک [949, 993, 1517, 1007]
notice-content-box [69, 239, 1529, 2318]
notice-entry: ۳۷۷۲/۸۳۶ غلام رضا منصوری ششدانگ یک قطعه زمین کشاورزی مجزا شده از ۳۷۷۲/۱۷ به مساحت ۳۲۰۰ مترمربع گورک مهنائی [929, 1304, 1517, 1318]
notice-entry: ۲۵۴۹/۱۱ حجت اله میگلی ۴۲۳/۷۰ سهم مشاع از ۵۰۸ سهم سهام ششدانگ یکبابخانه مجزا شده از ۲۵۴۹/۲ به مساحت ۱۳۷/۱۶ مترمربع [184, 1969, 797, 1983]
notice-entry: ۲۱۷۱/۱۶ مامن برازیده ششدانگ یک باب ساختمان مجزا شده از ۲۱۷۱ به مساحت ۱۰۶/۰۶ مترمربع واقع در کوی سرتل [975, 1779, 1517, 1794]
notice-entry: ۲۲۲۷/۱۸ بختیار مرادی گوزلنی ششدانگ یکباب ساختمان مجزا شده از ۲۲۲۱ به مساحت ۱۲۱/۱۵ مترمربع واقع در کوی سرتل [949, 1828, 1517, 1843]
notice-entry: ۱۷۶۳/۲ معصومه شریف ششدانگ یکبابخانه با کاربری مسکونی به مساحت ۱۱۷/۳ مترمربع واقع در کوی ریشهر [1012, 1730, 1517, 1745]
notice-entry: ۳۷۷۶/۱۴۹۴ مهرداد نوروزی ششدانگ یک قطعه زمین مزروعی محصور مجزا شده از اصلی به مساحت ۲۴۴۸۰/۶ مترمربع قریه گورک خیش اشکن [136, 690, 797, 704]
notice-entry: ۳۷۷۱/۲۹۱ سید حسین صفوی ششدانگ یک قطعه زمین کشاورزی مجزا شده از ۳۷۷۱/۲۶ به مساحت ۴۶۹/۴۷ مترمربع قریه گورک محمد رحیمی [865, 1927, 1517, 1941]
notice-entry: ۳۷۷۶/۱۵۹۵ معصومه سلیمانی ششدانگ یک قطعه زمین کشاورزی مجزا شده از ۳۷۷۶/۲۱ به مساحت ۵۱۰۰/۴۵ مترمربع قریه گورک [200, 740, 797, 754]
notice-entry: ۲۴۶۳/۱۷ داود نسترن دو دانگ مشاع از ششدانگ یکبابخانه مجزا شده از اصلی به مساحت ۱۵۰/۶۸ مترمربع کوی سرتل [258, 1363, 797, 1377]
notice-entry: ۳۷۷۷/۳۵۳ عبدالرسول عباسیان پور ششدانگ یک قطعه زمین مزروعی مجزا شده از اصلی به مساحت ۱۰۰۰/۱۳ مترمربع قریه گورک پهلوان کشی [134, 1347, 797, 1361]
notice-entry: ۲۵۰۴/۴۸ ماهان غفاری دو دانگ مشاع از ششدانگ ساختمان مجزا شده از اصلی به مساحت ۹۴/۹۴ مترمربع کوی امامزاده [243, 559, 797, 574]
notice-entry: ۳۷۷۱/۲۹۲ سید حسین صفوی ششدانگ یک قطعه زمین کشاورزی مجزا شده از ۳۷۷۱/۲۶ به مساحت ۱۰۰۴/۲۰ مترمربع قریه گورک محمد رحیمی [859, 632, 1517, 647]
notice-entry: ۲۰۰۰/۶ مهدی معتمدی ششدانگ یکبابخانه مجزا شده از ۲۰۰۰ بمساحت ۸۰ مترمربع واقع در کوی سرتل [1046, 2091, 1517, 2105]
notice-entry: ۳۷۷۱/۲۹۱ سید حسین صفوی ششدانگ یک قطعه زمین کشاورزی مجزا شده از ۳۷۷۱/۲۶ به مساحت ۴۶۹/۴۷ مترمربع قریه گورک محمد رحیمی [865, 1271, 1517, 1285]
notice-entry: ۲۰۰۰/۶ مهدی معتمدی ششدانگ یکبابخانه مجزا شده از ۲۰۰۰ بمساحت ۸۰ مترمربع واقع در کوی سرتل [1046, 779, 1517, 794]
notice-entry: ۳۷۷۲/۸۴۳ عبدالکریم ال یاسین ششدانگ یک قطعه زمین کشاورزی محصور مجزا شده از ۳۷۷۲/۱۷ به مساحت ۳۶۲/۰۸ مترمربع قریه گورک [884, 1992, 1517, 2007]
notice-entry: ۳۷۷۶/۱۵۳۶ محمد بیات ششدانگ یک قطعه زمین مزروعی محصور مجزا شده از اصلی به مساحت ۷۲۶/۸۵ مترمربع قریه گورک جمال [191, 986, 797, 1000]
notice-entry: ۱۱۴۸ دولت جمهوری اسلامی ایران با نمایندگی وزارت دفاع و پشتیبانی نیروهای مسلح ششدانگ یک قطعه زمین با کاربری نظامی به مساحت ۵۰۰۰ متر مربع متصرفی پایگاه هوایی بوشهر [851, 1042, 1517, 1072]
notice-entry: ۳۷۷۲/۸۳۶ غلام رضا منصوری ششدانگ یک قطعه زمین کشاورزی مجزا شده از ۳۷۷۲/۱۷ به مساحت ۳۲۰۰ مترمربع گورک مهنائی [929, 1960, 1517, 1974]
notice-entry: ۳۷۷۶/۱۵۳۸ رضا سلیمانی ششدانگ یک قطعه زمین مزروعی مجزا شده از ۳۷۷۶/۱۸ به مساحت ۱۰۴۸/۳۸ مترمربع قریه گورک جمال [197, 1281, 797, 1295]
notice-entry: ۳۷۷۵/۷۶۰ مهین حسینی ششدانگ یک قطعه زمین کشاورزی محصور مجزا شده از ۳۷۷۵/۲۸ به مساحت ۹۱۱/۲۹ مترمربع قریه گورک [196, 641, 797, 655]
notice-entry: ۲۴۶۳/۱۷ داود نسترن دو دانگ مشاع از ششدانگ یکبابخانه مجزا شده از اصلی به مساحت ۱۵۰/۶۸ مترمربع کوی سرتل [258, 1084, 797, 1098]
notice-entry: ۳۷۷۱/۲۹۱ سید حسین صفوی ششدانگ یک قطعه زمین کشاورزی مجزا شده از ۳۷۷۱/۲۶ به مساحت ۴۶۹/۴۷ مترمربع قریه گورک محمد رحیمی [865, 1600, 1517, 1614]
notice-entry: ۳۷۷۲/۸۴۳ عبدالکریم ال یاسین ششدانگ یک قطعه زمین کشاورزی محصور مجزا شده از ۳۷۷۲/۱۷ به مساحت ۳۶۲/۰۸ مترمربع قریه گورک [884, 1337, 1517, 1351]
separator-bar [402, 183, 406, 202]
notice-entry: ۳۷۷۶/۱۵۳۶ محمد بیات ششدانگ یک قطعه زمین مزروعی محصور مجزا شده از اصلی به مساحت ۷۲۶/۸۵ مترمربع قریه گورک جمال [191, 1543, 797, 1558]
notice-entry: ۳۷۶۱/۲۴۴۲ فرهاد فرخ سرشت ششدانگ یک قطعه زمین کشاورزی مجزا شده از ۳۷۶۱/۶۸ به مساحت ۳۹۰۷۱ مترمربع واقع در روستای احمدی [867, 1222, 1517, 1236]
notice-entry: ۳۷۷۱/۲۹۱ سید حسین صفوی ششدانگ یک قطعه زمین کشاورزی مجزا شده از ۳۷۷۱/۲۶ به مساحت ۴۶۹/۴۷ مترمربع قریه گورک محمد رحیمی [865, 943, 1517, 957]
notice-entry: ۲۲۲۷/۱۷ ایرج زارعی و مهناز ملاح زاده هر کدام نسبت به سه دانگ مشاع از ششدانگ یک باب ساختمان مجزا شده از ۲۲۲۷ به مساحت ۱۰۶/۰۶ مترمربع واقع در کوی سرتل [851, 1795, 1518, 1827]
notice-entry: ۲۲۲۷/۱۷ ایرج زارعی و مهناز ملاح زاده هر کدام نسبت به سه دانگ مشاع از ششدانگ یک باب ساختمان مجزا شده از ۲۲۲۷ به مساحت ۱۰۶/۰۶ مترمربع واقع در کوی سرتل [851, 812, 1518, 843]
notice-entry: ۳۷۷۵/۷۶۰ مهین حسینی ششدانگ یک قطعه زمین کشاورزی محصور مجزا شده از ۳۷۷۵/۲۸ به مساحت ۹۱۱/۲۹ مترمربع قریه گورک [281, 313, 797, 345]
notice-entry: ۳۷۷۶/۷۵۴ نسرین نجف پور بوشهری ششدانگ یک قطعه زمین کشاورزی مجزا شده از اصلی به مساحت ۹۲۱/۳۰ مترمربع قریه گورک خیش اشکن [281, 379, 797, 410]
notice-entry: ۲۴۶۳/۱۷ داود نسترن دو دانگ مشاع از ششدانگ یکبابخانه مجزا شده از اصلی به مساحت ۱۵۰/۶۸ مترمربع کوی سرتل [258, 526, 797, 541]
notice-entry: ۳۷۷۲/۸۴۵ محمد سلیمانی ششدانگ یک قطعه زمین مزروعی مجزا شده از ۳۷۷۲/۳۶ به مساحت ۱۰۰۳/۷۸ مترمربع قریه گورک سلیمانی [901, 1025, 1517, 1039]
notice-entry: ۲۵۴۹/۱۳ افسانه سراجی به مساحت ۹۱/۶۳ مترمربع [560, 1150, 797, 1164]
notice-entry: ۳۷۷۵/۷۶۰ مهین حسینی ششدانگ یک قطعه زمین کشاورزی محصور مجزا شده از ۳۷۷۵/۲۸ به مساحت ۹۱۱/۲۹ مترمربع قریه گورک [196, 2035, 797, 2049]
notice-entry: ۳۷۷۲/۸۴۳ عبدالکریم ال یاسین ششدانگ یک قطعه زمین کشاورزی محصور مجزا شده از ۳۷۷۲/۱۷ به مساحت ۳۶۲/۰۸ مترمربع قریه گورک [884, 1665, 1517, 1679]
notice-entry: ۳۷۷۱/۲۹۲ سید حسین صفوی ششدانگ یک قطعه زمین کشاورزی مجزا شده از ۳۷۷۱/۲۶ به مساحت ۱۰۰۴/۲۰ مترمربع قریه گورک محمد رحیمی [859, 1616, 1517, 1630]
notice-entry: ۲۵۰۴/۴۸ ماهان غفاری دو دانگ مشاع از ششدانگ ساختمان مجزا شده از اصلی به مساحت ۹۴/۹۴ مترمربع کوی امامزاده [243, 1117, 797, 1131]
notice-entry: ۳۷۷۶/۱۵۹۶ محمدرضا معصومی ششدانگ یک قطعه زمین کشاورزی مجزا شده از ۳۷۷۶/۲۸ به مساحت ۳۸۷/۶۴ مترمربع قریه گورک خیش اشکن [139, 1035, 797, 1049]
emblem-judiciary-label: قوه قضائیه [144, 363, 203, 378]
column-right [851, 248, 1518, 2318]
notice-entry: ۳۷۷۷/۳۵۳ عبدالرسول عباسیان پور ششدانگ یک قطعه زمین مزروعی مجزا شده از اصلی به مساحت ۱۰۰۰/۱۳ مترمربع قریه گورک پهلوان کشی [134, 789, 797, 803]
notice-entry: ۳۷۷۱/۲۹۱ سید حسین صفوی ششدانگ یک قطعه زمین کشاورزی مجزا شده از ۳۷۷۱/۲۶ به مساحت ۴۶۹/۴۷ مترمربع قریه گورک محمد رحیمی [865, 615, 1517, 630]
notice-entry: ۱۹۹۹/۱۱ جواد غرباوی ششدانگ یکباب ساختمان مجزا شده از اصلی به مساحت ۱۸/۶۸ مترمربع واقع در کوی رایانی [989, 1091, 1517, 1105]
entries-right [851, 386, 1517, 2320]
notice-entry: ۳۷۷۵/۷۵۶ محمد شمسی ششدانگ یک قطعه زمین محصور مجزا شده از ۳۷۷۵/۲۸ به مساحت ۳۲۵۸/۱۳ مترمربع قریه گورک [232, 2002, 797, 2016]
notice-entry: ۲۲۲۷/۱۸ بختیار مرادی گوزلنی ششدانگ یکباب ساختمان مجزا شده از ۲۲۲۱ به مساحت ۱۲۱/۱۵ مترمربع واقع در کوی سرتل [949, 845, 1517, 859]
weekday: شنبه [721, 184, 748, 201]
notice-entry: ۱۷۶۳/۲ معصومه شریف ششدانگ یکبابخانه با کاربری مسکونی به مساحت ۱۱۷/۳ مترمربع واقع در کوی ریشهر [1012, 2058, 1517, 2072]
notice-entry: ۲۵۴۹/۱۳ افسانه سراجی به مساحت ۹۱/۶۳ مترمربع [560, 1707, 797, 1722]
notice-entry: ۲۲۲۷/۱۸ بختیار مرادی گوزلنی ششدانگ یکباب ساختمان مجزا شده از ۲۲۲۱ به مساحت ۱۲۱/۱۵ مترمربع واقع در کوی سرتل [949, 517, 1517, 532]
notice-entry: ۳۷۷۶/۱۴۹۴ مهرداد نوروزی ششدانگ یک قطعه زمین مزروعی محصور مجزا شده از اصلی به مساحت ۲۴۴۸۰/۶ مترمربع قریه گورک خیش اشکن [136, 969, 797, 983]
notice-entry: ۳۷۷۲/۸۴۳ عبدالکریم ال یاسین ششدانگ یک قطعه زمین کشاورزی محصور مجزا شده از ۳۷۷۲/۱۷ به مساحت ۳۶۲/۰۸ مترمربع قریه گورک [884, 1009, 1517, 1023]
registration-org-emblem [79, 269, 268, 403]
emblem-org-name: سازمان ثبت اسناد و املاک کشور [79, 379, 268, 392]
notice-entry: ۳۷۷۵/۷۶۰ مهین حسینی ششدانگ یک قطعه زمین کشاورزی محصور مجزا شده از ۳۷۷۵/۲۸ به مساحت ۹۱۱/۲۹ مترمربع قریه گورک [196, 1756, 797, 1771]
issue-number: شماره ۲۸۷۲ [322, 184, 395, 201]
notice-entry: ۲۴۶۳/۲۰ کبری پور محمد دو دانگ مشاع از ششدانگ یکبابخانه مجزا شده از اصلی به مساحت ۲۰۲/۲۰ مترمربع کوی سرتل [240, 543, 797, 558]
notice-entry: ۲۵۴۹/۱۱ حجت اله میگلی ۴۲۳/۷۰ سهم مشاع از ۵۰۸ سهم سهام ششدانگ یکبابخانه مجزا شده از ۲۵۴۹/۲ به مساحت ۱۳۷/۱۶ مترمربع [184, 855, 797, 869]
notice-entry: ۱۷۶۳/۲ معصومه شریف ششدانگ یکبابخانه با کاربری مسکونی به مساحت ۱۱۷/۳ مترمربع واقع در کوی ریشهر [1012, 1075, 1517, 1089]
notice-entry: ۲۲۲۷/۱۸ بختیار مرادی گوزلنی ششدانگ یکباب ساختمان مجزا شده از ۲۲۲۱ به مساحت ۱۲۱/۱۵ مترمربع واقع در کوی سرتل [949, 1501, 1517, 1515]
notice-entry: ۳۷۷۶/۱۵۹۹ مهران خاده ششدانگ یک قطعه زمین کشاورزی محصور مجزا شده از ۳۷۷۶/۳۲ به مساحت ۳۲۲/۴۰ مترمربع قریه گورک [196, 1608, 797, 1623]
notice-entry: ۳۷۶۱/۲۴۴۱ سید داود جعفری ششدانگ یک قطعه زمین مزروعی مجزا شده از ۳۷۶۱/۱۰۸ به مساحت ۲۹۷۸ مترمربع واقع در قریه احمدی [897, 1861, 1517, 1876]
notice-entry: ۳۷۷۷/۳۵۳ عبدالرسول عباسیان پور ششدانگ یک قطعه زمین مزروعی مجزا شده از اصلی به مساحت ۱۰۰۰/۱۳ مترمربع قریه گورک پهلوان کشی [134, 510, 797, 525]
notice-entry: ۳۷۶۱/۲۴۴۳ فرهاد فرخ سرشت ششدانگ یک قطعه زمین کشاورزی مجزا شده از ۳۷۶۱/۶۸ به مساحت ۱۷۲۳۴۹/۲۴ مترمربع واقع در روستای احمدی [851, 1894, 1518, 1925]
notice-entry: ۳۷۷۶/۱۵۹۵ معصومه سلیمانی ششدانگ یک قطعه زمین کشاورزی مجزا شده از ۳۷۷۶/۲۱ به مساحت ۵۱۰۰/۴۵ مترمربع قریه گورک [200, 1298, 797, 1311]
notice-entry: ۲۲۲۷/۱۷ ایرج زارعی و مهناز ملاح زاده هر کدام نسبت به سه دانگ مشاع از ششدانگ یک باب ساختمان مجزا شده از ۲۲۲۷ به مساحت ۱۰۶/۰۶ مترمربع واقع در کوی سرتل [851, 1468, 1518, 1499]
notice-entry: ۱۹۹۹/۱۱ جواد غرباوی ششدانگ یکباب ساختمان مجزا شده از اصلی به مساحت ۱۸/۶۸ مترمربع واقع در کوی رایانی [989, 2074, 1517, 2088]
notice-entry: ۳۷۶۱/۲۴۴۲ فرهاد فرخ سرشت ششدانگ یک قطعه زمین کشاورزی مجزا شده از ۳۷۶۱/۶۸ به مساحت ۳۹۰۷۱ مترمربع واقع در روستای احمدی [867, 1877, 1517, 1892]
notice-entry: ۳۷۷۵/۷۷۰ سجاد علی پور ششدانگ یک قطعه زمین کشاورزی محصور مجزا شده از ۳۷۷۵/۲۸ به مساحت ۱۷۳۱/۴۵ مترمربع قریه گورک [281, 346, 797, 377]
notice-entry: ۳۷۷۵/۷۵۹ مریم موذنی ششدانگ یک قطعه زمین کشاورزی محصور مجزا شده از اصلی به مساحت ۱۰۸۵/۵۵ مترمربع قریه گورک [208, 1739, 797, 1754]
notice-entry: ۳۷۷۵/۷۵۶ محمد شمسی ششدانگ یک قطعه زمین محصور مجزا شده از ۳۷۷۵/۲۸ به مساحت ۳۲۵۸/۱۳ مترمربع قریه گورک [232, 887, 797, 901]
notice-entry: ۳۷۶۱/۲۴۴۱ سید داود جعفری ششدانگ یک قطعه زمین مزروعی مجزا شده از ۳۷۶۱/۱۰۸ به مساحت ۲۹۷۸ مترمربع واقع در قریه احمدی [897, 1534, 1517, 1548]
notice-entry: ۲۵۴۹/۱۳ افسانه سراجی به مساحت ۹۱/۶۳ مترمربع [560, 1986, 797, 2000]
notice-entry: ۳۷۷۶/۷۵۴ نسرین نجف پور بوشهری ششدانگ یک قطعه زمین کشاورزی مجزا شده از اصلی به مساحت ۹۲۱/۳۰ مترمربع قریه گورک خیش اشکن [133, 674, 797, 688]
notice-entry: ۲۲۲۷/۱۷ ایرج زارعی و مهناز ملاح زاده هر کدام نسبت به سه دانگ مشاع از ششدانگ یک باب ساختمان مجزا شده از ۲۲۲۷ به مساحت ۱۰۶/۰۶ مترمربع واقع در کوی سرتل [851, 484, 1518, 515]
notice-entry: ۳۷۷۵/۷۶۰ مهین حسینی ششدانگ یک قطعه زمین کشاورزی محصور مجزا شده از ۳۷۷۵/۲۸ به مساحت ۹۱۱/۲۹ مترمربع قریه گورک [196, 920, 797, 934]
notice-entry: ۳۷۷۶/۱۵۳۸ رضا سلیمانی ششدانگ یک قطعه زمین مزروعی مجزا شده از ۳۷۷۶/۱۸ به مساحت ۱۰۴۸/۳۸ مترمربع قریه گورک جمال [197, 444, 797, 459]
ad-id: شناسه آگهی: ۱۹۶۵۷۹۶ [1405, 248, 1517, 261]
notice-entry: ۲۴۶۳/۲۰ کبری پور محمد دو دانگ مشاع از ششدانگ یکبابخانه مجزا شده از اصلی به مساحت ۲۰۲/۲۰ مترمربع کوی سرتل [240, 1101, 797, 1115]
notice-entry: ۲۲۹۴/۱ رمضان زراعتکار ششدانگ یکباب ساختمان مسکونی مجزا شده از ۲۲۹۴ به مساحت ۱۴۲۰/۲ مترمربع واقع در کوی سرتل [930, 533, 1517, 548]
newspaper-title: بامداد جنوب [864, 110, 1110, 167]
notice-entry: ۲۵۴۹/۱۱ حجت اله میگلی ۴۲۳/۷۰ سهم مشاع از ۵۰۸ سهم سهام ششدانگ یکبابخانه مجزا شده از ۲۵۴۹/۲ به مساحت ۱۳۷/۱۶ مترمربع [184, 1133, 797, 1147]
notice-entry: ۲۵۴۹/۱۳ افسانه سراجی به مساحت ۹۱/۶۳ مترمربع [560, 1429, 797, 1443]
notice-entry: ۳۷۶۱/۲۴۴۱ سید داود جعفری ششدانگ یک قطعه زمین مزروعی مجزا شده از ۳۷۶۱/۱۰۸ به مساحت ۲۹۷۸ مترمربع واقع در قریه احمدی [897, 1206, 1517, 1220]
notice-entry: ۳۷۷۱/۲۹۲ سید حسین صفوی ششدانگ یک قطعه زمین کشاورزی مجزا شده از ۳۷۷۱/۲۶ به مساحت ۱۰۰۴/۲۰ مترمربع قریه گورک محمد رحیمی [859, 1288, 1517, 1302]
notice-entry: ۳۷۶۱/۲۴۴۱ سید داود جعفری ششدانگ یک قطعه زمین مزروعی مجزا شده از ۳۷۶۱/۱۰۸ به مساحت ۲۹۷۸ مترمربع واقع در قریه احمدی [897, 2189, 1517, 2203]
date-line [310, 183, 748, 202]
notice-entry: ۳۷۶۱/۲۴۴۳ فرهاد فرخ سرشت ششدانگ یک قطعه زمین کشاورزی مجزا شده از ۳۷۶۱/۶۸ به مساحت ۱۷۲۳۴۹/۲۴ مترمربع واقع در روستای احمدی [851, 2222, 1518, 2252]
notice-entry: ۳۷۷۲/۸۳۶ غلام رضا منصوری ششدانگ یک قطعه زمین کشاورزی مجزا شده از ۳۷۷۲/۱۷ به مساحت ۳۲۰۰ مترمربع گورک مهنائی [929, 2288, 1517, 2302]
separator-bar [598, 183, 603, 202]
notice-entry: ۳۷۷۶/۱۵۳۸ رضا سلیمانی ششدانگ یک قطعه زمین مزروعی مجزا شده از ۳۷۷۶/۱۸ به مساحت ۱۰۴۸/۳۸ مترمربع قریه گورک جمال [197, 1838, 797, 1852]
